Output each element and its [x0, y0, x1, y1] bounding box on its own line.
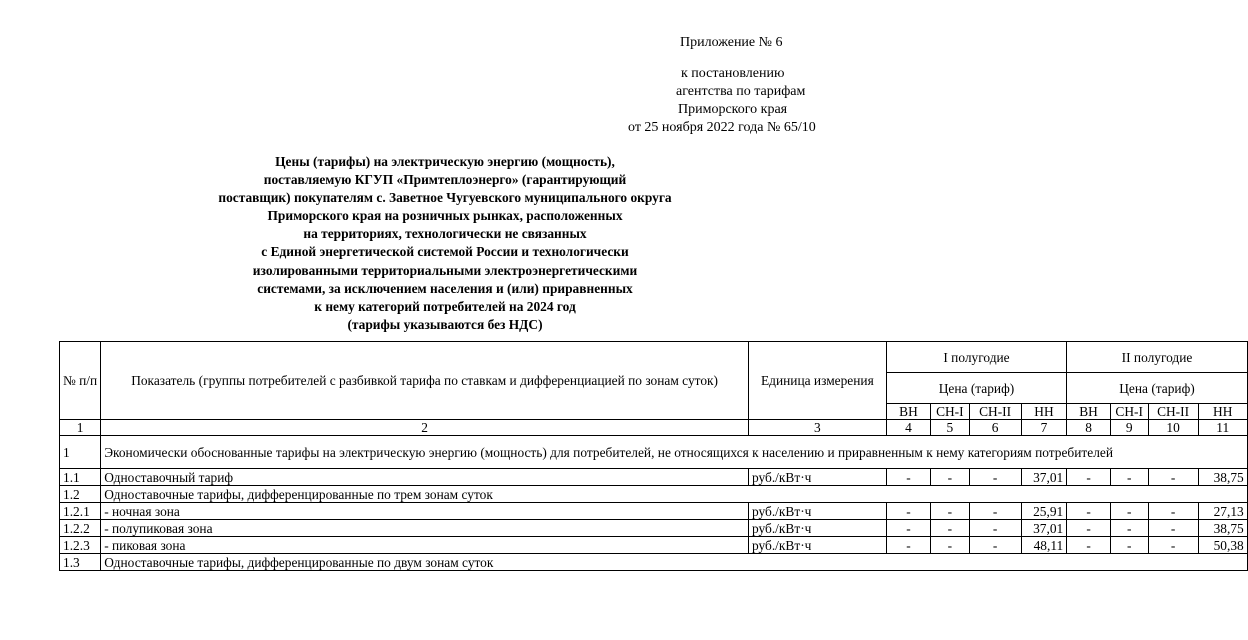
table-row: [60, 503, 1248, 520]
header-half-2: II полугодие: [1067, 342, 1248, 373]
title-line: системами, за исключением населения и (или) приравненных: [257, 280, 633, 296]
row-value: -: [1067, 503, 1111, 520]
header-level: СН-I: [1110, 404, 1148, 420]
title-line: на территориях, технологически не связанных: [303, 226, 587, 242]
row-value: -: [1110, 537, 1148, 554]
table-row: [60, 469, 1248, 486]
row-value: -: [1067, 537, 1111, 554]
row-unit: руб./кВт·ч: [748, 503, 886, 520]
title-line: поставщик) покупателям с. Заветное Чугуевского муниципального округа: [218, 190, 672, 206]
row-value: 38,75: [1198, 520, 1247, 537]
column-index: 5: [931, 420, 969, 436]
row-value: -: [1110, 469, 1148, 486]
row-value: -: [931, 469, 969, 486]
section-row: [60, 436, 1248, 469]
row-name: - пиковая зона: [101, 537, 749, 554]
row-name: Одноставочный тариф: [101, 469, 749, 486]
table-row: [60, 537, 1248, 554]
appendix-line: агентства по тарифам: [676, 84, 806, 99]
row-value: -: [931, 503, 969, 520]
row-value: -: [886, 537, 930, 554]
section-row: [60, 486, 1248, 503]
row-value: 37,01: [1021, 469, 1067, 486]
row-num: 1.3: [60, 554, 101, 571]
appendix-title: Приложение № 6: [680, 35, 783, 50]
section-text: Одноставочные тарифы, дифференцированные по двум зонам суток: [101, 554, 1248, 571]
header-level: СН-II: [969, 404, 1021, 420]
column-index: 10: [1148, 420, 1198, 436]
column-index: 6: [969, 420, 1021, 436]
title-line: изолированными территориальными электроэнергетическими: [252, 262, 638, 278]
title-line: поставляемую КГУП «Примтеплоэнерго» (гарантирующий: [263, 172, 627, 188]
header-price-2: Цена (тариф): [1067, 373, 1248, 404]
row-value: -: [886, 469, 930, 486]
row-value: -: [1148, 537, 1198, 554]
row-value: -: [969, 537, 1021, 554]
title-line: Приморского края на розничных рынках, расположенных: [267, 208, 623, 224]
title-line: с Единой энергетической системой России и технологически: [261, 244, 629, 260]
appendix-line: к постановлению: [681, 66, 785, 81]
column-index: 9: [1110, 420, 1148, 436]
row-unit: руб./кВт·ч: [748, 520, 886, 537]
row-value: -: [1148, 520, 1198, 537]
row-num: 1.2.3: [60, 537, 101, 554]
table-row: [60, 520, 1248, 537]
row-num: 1.2.1: [60, 503, 101, 520]
row-value: 50,38: [1198, 537, 1247, 554]
column-index: 11: [1198, 420, 1247, 436]
row-num: 1.2.2: [60, 520, 101, 537]
row-value: -: [1067, 520, 1111, 537]
header-price-1: Цена (тариф): [886, 373, 1067, 404]
row-value: -: [931, 537, 969, 554]
row-value: -: [969, 469, 1021, 486]
header-unit: Единица измерения: [748, 342, 886, 420]
title-line: к нему категорий потребителей на 2024 год: [314, 298, 576, 314]
row-value: 37,01: [1021, 520, 1067, 537]
row-value: -: [931, 520, 969, 537]
row-value: 48,11: [1021, 537, 1067, 554]
row-value: 25,91: [1021, 503, 1067, 520]
column-index: 1: [60, 420, 101, 436]
section-text: Экономически обоснованные тарифы на электрическую энергию (мощность) для потребителей, не относящихся к населению и приравненным к нему категориям потребителей: [101, 436, 1248, 469]
row-value: 27,13: [1198, 503, 1247, 520]
column-index: 2: [101, 420, 749, 436]
row-value: -: [1067, 469, 1111, 486]
row-name: - полупиковая зона: [101, 520, 749, 537]
header-level: ВН: [886, 404, 930, 420]
row-value: -: [1110, 503, 1148, 520]
header-half-1: I полугодие: [886, 342, 1067, 373]
row-value: -: [1110, 520, 1148, 537]
row-value: 38,75: [1198, 469, 1247, 486]
section-text: Одноставочные тарифы, дифференцированные по трем зонам суток: [101, 486, 1248, 503]
tariff-table: [59, 341, 1248, 571]
row-unit: руб./кВт·ч: [748, 469, 886, 486]
row-name: - ночная зона: [101, 503, 749, 520]
column-index: 8: [1067, 420, 1111, 436]
row-value: -: [1148, 469, 1198, 486]
row-num: 1.2: [60, 486, 101, 503]
header-level: ВН: [1067, 404, 1111, 420]
title-line: Цены (тарифы) на электрическую энергию (мощность),: [275, 154, 615, 169]
column-index: 7: [1021, 420, 1067, 436]
column-index: 3: [748, 420, 886, 436]
appendix-line: Приморского края: [678, 102, 788, 117]
header-level: СН-II: [1148, 404, 1198, 420]
row-value: -: [1148, 503, 1198, 520]
row-num: 1: [60, 436, 101, 469]
row-value: -: [969, 503, 1021, 520]
column-index: 4: [886, 420, 930, 436]
row-unit: руб./кВт·ч: [748, 537, 886, 554]
row-value: -: [886, 520, 930, 537]
header-level: СН-I: [931, 404, 969, 420]
header-num: № п/п: [60, 342, 101, 420]
header-level: НН: [1198, 404, 1247, 420]
document-title: [150, 153, 740, 334]
title-line: (тарифы указываются без НДС): [347, 316, 543, 332]
appendix-block: [628, 34, 888, 137]
section-row: [60, 554, 1248, 571]
row-value: -: [886, 503, 930, 520]
header-indicator: Показатель (группы потребителей с разбивкой тарифа по ставкам и дифференциацией по зонам суток): [101, 342, 749, 420]
row-value: -: [969, 520, 1021, 537]
row-num: 1.1: [60, 469, 101, 486]
appendix-line: от 25 ноября 2022 года № 65/10: [628, 120, 816, 135]
header-level: НН: [1021, 404, 1067, 420]
